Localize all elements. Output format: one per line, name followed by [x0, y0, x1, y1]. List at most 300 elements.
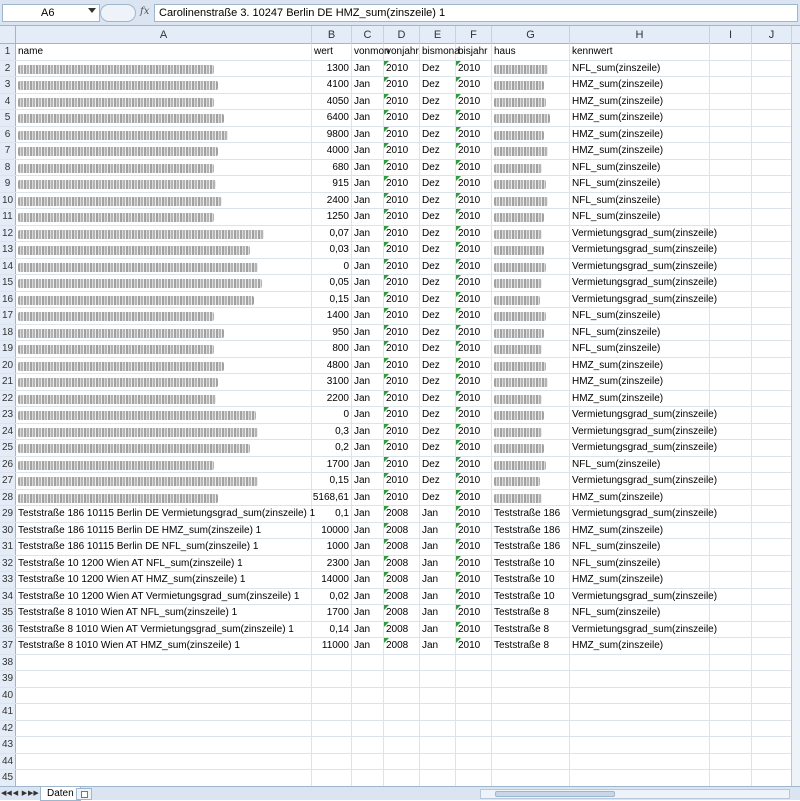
- cell-haus[interactable]: [492, 523, 570, 539]
- cell-vonmon[interactable]: [352, 457, 384, 473]
- cell-empty[interactable]: [710, 374, 752, 390]
- cell-haus[interactable]: [492, 160, 570, 176]
- column-header-b[interactable]: B: [312, 26, 352, 44]
- cell-empty[interactable]: [752, 490, 792, 506]
- row-header[interactable]: 21: [0, 374, 16, 390]
- cell-haus[interactable]: [492, 143, 570, 159]
- row-header[interactable]: 4: [0, 94, 16, 110]
- cell-empty[interactable]: [752, 391, 792, 407]
- cell-haus[interactable]: [492, 539, 570, 555]
- cell-empty[interactable]: [752, 77, 792, 93]
- cell-empty[interactable]: [752, 473, 792, 489]
- row-header[interactable]: 25: [0, 440, 16, 456]
- cell-kennwert[interactable]: [570, 160, 710, 176]
- cell-empty[interactable]: [570, 754, 710, 770]
- cell-haus[interactable]: [492, 457, 570, 473]
- cell-haus[interactable]: [492, 209, 570, 225]
- cell-header-haus[interactable]: [492, 44, 570, 60]
- cell-bisjahr[interactable]: [456, 143, 492, 159]
- cell-wert[interactable]: [312, 638, 352, 654]
- cell-empty[interactable]: [492, 704, 570, 720]
- cell-bismona[interactable]: [420, 193, 456, 209]
- cell-empty[interactable]: [710, 754, 752, 770]
- row-header[interactable]: 23: [0, 407, 16, 423]
- cell-bisjahr[interactable]: [456, 523, 492, 539]
- row-header[interactable]: 7: [0, 143, 16, 159]
- cell-empty[interactable]: [456, 671, 492, 687]
- cell-empty[interactable]: [752, 127, 792, 143]
- cell-vonmon[interactable]: [352, 143, 384, 159]
- cell-vonmon[interactable]: [352, 325, 384, 341]
- cell-vonmon[interactable]: [352, 358, 384, 374]
- row-header[interactable]: 43: [0, 737, 16, 753]
- cell-empty[interactable]: [752, 341, 792, 357]
- cell-empty[interactable]: [492, 671, 570, 687]
- cell-empty[interactable]: [420, 704, 456, 720]
- row-header[interactable]: 41: [0, 704, 16, 720]
- cell-name[interactable]: [16, 160, 312, 176]
- select-all-button[interactable]: [0, 26, 16, 44]
- cell-vonmon[interactable]: [352, 572, 384, 588]
- cell-kennwert[interactable]: [570, 110, 710, 126]
- cell-empty[interactable]: [312, 688, 352, 704]
- cell-vonjahr[interactable]: [384, 308, 420, 324]
- cell-vonjahr[interactable]: [384, 589, 420, 605]
- cell-vonmon[interactable]: [352, 77, 384, 93]
- vertical-scrollbar[interactable]: [791, 44, 800, 786]
- cell-bismona[interactable]: [420, 94, 456, 110]
- cell-kennwert[interactable]: [570, 341, 710, 357]
- cell-vonjahr[interactable]: [384, 127, 420, 143]
- cell-vonmon[interactable]: [352, 506, 384, 522]
- cell-empty[interactable]: [384, 770, 420, 786]
- cell-vonmon[interactable]: [352, 407, 384, 423]
- cell-vonjahr[interactable]: [384, 490, 420, 506]
- cell-bisjahr[interactable]: [456, 308, 492, 324]
- cell-kennwert[interactable]: [570, 308, 710, 324]
- cell-vonjahr[interactable]: [384, 292, 420, 308]
- cell-empty[interactable]: [710, 226, 752, 242]
- cell-bismona[interactable]: [420, 490, 456, 506]
- cell-bisjahr[interactable]: [456, 490, 492, 506]
- cell-name[interactable]: [16, 457, 312, 473]
- cell-bismona[interactable]: [420, 539, 456, 555]
- cell-wert[interactable]: [312, 539, 352, 555]
- cell-empty[interactable]: [570, 688, 710, 704]
- cell-wert[interactable]: [312, 473, 352, 489]
- cell-bismona[interactable]: [420, 308, 456, 324]
- cell-kennwert[interactable]: [570, 325, 710, 341]
- cell-empty[interactable]: [710, 292, 752, 308]
- sheet-tab-daten[interactable]: Daten: [40, 787, 81, 801]
- cell-haus[interactable]: [492, 589, 570, 605]
- cell-bismona[interactable]: [420, 638, 456, 654]
- column-header-f[interactable]: F: [456, 26, 492, 44]
- cell-vonjahr[interactable]: [384, 440, 420, 456]
- cell-empty[interactable]: [16, 721, 312, 737]
- cell-vonmon[interactable]: [352, 226, 384, 242]
- cell-bismona[interactable]: [420, 292, 456, 308]
- cell-empty[interactable]: [384, 655, 420, 671]
- cell-empty[interactable]: [570, 770, 710, 786]
- cell-empty[interactable]: [312, 721, 352, 737]
- cell-empty[interactable]: [312, 655, 352, 671]
- row-header[interactable]: 31: [0, 539, 16, 555]
- cell-name[interactable]: [16, 127, 312, 143]
- cell-haus[interactable]: [492, 556, 570, 572]
- cell-empty[interactable]: [710, 308, 752, 324]
- cell-vonjahr[interactable]: [384, 110, 420, 126]
- cell-empty[interactable]: [570, 737, 710, 753]
- cell-empty[interactable]: [492, 721, 570, 737]
- cell-bisjahr[interactable]: [456, 110, 492, 126]
- cell-vonmon[interactable]: [352, 523, 384, 539]
- cell-bismona[interactable]: [420, 325, 456, 341]
- cell-vonjahr[interactable]: [384, 572, 420, 588]
- cell-empty[interactable]: [752, 737, 792, 753]
- cell-haus[interactable]: [492, 176, 570, 192]
- cell-bisjahr[interactable]: [456, 440, 492, 456]
- cell-empty[interactable]: [710, 77, 752, 93]
- cell-haus[interactable]: [492, 424, 570, 440]
- cell-haus[interactable]: [492, 638, 570, 654]
- cell-kennwert[interactable]: [570, 193, 710, 209]
- cell-empty[interactable]: [752, 160, 792, 176]
- cell-bisjahr[interactable]: [456, 226, 492, 242]
- cell-vonmon[interactable]: [352, 242, 384, 258]
- cell-name[interactable]: [16, 275, 312, 291]
- cell-haus[interactable]: [492, 622, 570, 638]
- cell-kennwert[interactable]: [570, 589, 718, 605]
- cell-kennwert[interactable]: [570, 226, 718, 242]
- cell-bismona[interactable]: [420, 572, 456, 588]
- cell-empty[interactable]: [352, 721, 384, 737]
- cell-kennwert[interactable]: [570, 473, 718, 489]
- cell-kennwert[interactable]: [570, 457, 710, 473]
- cell-empty[interactable]: [710, 325, 752, 341]
- cell-wert[interactable]: [312, 424, 352, 440]
- cell-kennwert[interactable]: [570, 506, 718, 522]
- cell-vonjahr[interactable]: [384, 424, 420, 440]
- cell-haus[interactable]: [492, 572, 570, 588]
- cell-haus[interactable]: [492, 407, 570, 423]
- cell-vonmon[interactable]: [352, 94, 384, 110]
- cell-name[interactable]: [16, 308, 312, 324]
- cell-empty[interactable]: [420, 721, 456, 737]
- cell-name[interactable]: [16, 490, 312, 506]
- row-header[interactable]: 30: [0, 523, 16, 539]
- cell-empty[interactable]: [752, 209, 792, 225]
- cell-empty[interactable]: [752, 259, 792, 275]
- cell-empty[interactable]: [570, 704, 710, 720]
- row-header[interactable]: 36: [0, 622, 16, 638]
- row-header[interactable]: 11: [0, 209, 16, 225]
- cell-name[interactable]: [16, 358, 312, 374]
- cell-empty[interactable]: [710, 160, 752, 176]
- cell-kennwert[interactable]: [570, 127, 710, 143]
- cell-wert[interactable]: [312, 457, 352, 473]
- cell-bisjahr[interactable]: [456, 358, 492, 374]
- cell-empty[interactable]: [752, 572, 792, 588]
- cell-empty[interactable]: [710, 143, 752, 159]
- cell-bismona[interactable]: [420, 457, 456, 473]
- cell-empty[interactable]: [384, 688, 420, 704]
- cell-empty[interactable]: [752, 638, 792, 654]
- cell-empty[interactable]: [752, 61, 792, 77]
- cell-empty[interactable]: [710, 457, 752, 473]
- cell-bismona[interactable]: [420, 506, 456, 522]
- cell-empty[interactable]: [752, 325, 792, 341]
- cell-bisjahr[interactable]: [456, 242, 492, 258]
- cell-empty[interactable]: [752, 671, 792, 687]
- cell-bisjahr[interactable]: [456, 407, 492, 423]
- cell-empty[interactable]: [752, 589, 792, 605]
- cell-bismona[interactable]: [420, 242, 456, 258]
- cell-bisjahr[interactable]: [456, 325, 492, 341]
- cell-empty[interactable]: [456, 688, 492, 704]
- cell-empty[interactable]: [752, 226, 792, 242]
- cell-name[interactable]: [16, 94, 312, 110]
- cell-empty[interactable]: [710, 61, 752, 77]
- cell-haus[interactable]: [492, 94, 570, 110]
- cell-empty[interactable]: [492, 655, 570, 671]
- row-header[interactable]: 13: [0, 242, 16, 258]
- cell-empty[interactable]: [456, 704, 492, 720]
- cell-empty[interactable]: [752, 754, 792, 770]
- row-header[interactable]: 44: [0, 754, 16, 770]
- cell-name[interactable]: [16, 424, 312, 440]
- cell-empty[interactable]: [492, 737, 570, 753]
- column-header-a[interactable]: A: [16, 26, 312, 44]
- cell-name[interactable]: [16, 176, 312, 192]
- cell-vonmon[interactable]: [352, 589, 384, 605]
- cell-wert[interactable]: [312, 94, 352, 110]
- cell-empty[interactable]: [710, 556, 752, 572]
- cell-empty[interactable]: [420, 655, 456, 671]
- cell-empty[interactable]: [752, 44, 792, 60]
- cell-empty[interactable]: [710, 721, 752, 737]
- row-header[interactable]: 14: [0, 259, 16, 275]
- cell-haus[interactable]: [492, 473, 570, 489]
- cell-wert[interactable]: [312, 193, 352, 209]
- cell-empty[interactable]: [384, 754, 420, 770]
- cell-empty[interactable]: [710, 704, 752, 720]
- cell-haus[interactable]: [492, 292, 570, 308]
- cell-empty[interactable]: [752, 457, 792, 473]
- cell-vonmon[interactable]: [352, 292, 384, 308]
- cell-vonjahr[interactable]: [384, 473, 420, 489]
- cell-empty[interactable]: [420, 737, 456, 753]
- cell-vonmon[interactable]: [352, 440, 384, 456]
- cell-bisjahr[interactable]: [456, 275, 492, 291]
- cell-empty[interactable]: [752, 193, 792, 209]
- cell-vonjahr[interactable]: [384, 193, 420, 209]
- row-header[interactable]: 10: [0, 193, 16, 209]
- cell-empty[interactable]: [752, 407, 792, 423]
- cell-vonjahr[interactable]: [384, 242, 420, 258]
- cell-name[interactable]: [16, 226, 312, 242]
- column-header-g[interactable]: G: [492, 26, 570, 44]
- cell-haus[interactable]: [492, 226, 570, 242]
- cell-kennwert[interactable]: [570, 259, 718, 275]
- cell-empty[interactable]: [352, 770, 384, 786]
- cell-bismona[interactable]: [420, 275, 456, 291]
- cell-haus[interactable]: [492, 77, 570, 93]
- cell-header-name[interactable]: [16, 44, 312, 60]
- row-header[interactable]: 29: [0, 506, 16, 522]
- row-header[interactable]: 45: [0, 770, 16, 786]
- row-header[interactable]: 27: [0, 473, 16, 489]
- cell-kennwert[interactable]: [570, 242, 718, 258]
- cell-vonjahr[interactable]: [384, 94, 420, 110]
- cell-name[interactable]: [16, 242, 312, 258]
- cell-empty[interactable]: [710, 622, 752, 638]
- cell-bisjahr[interactable]: [456, 473, 492, 489]
- cell-empty[interactable]: [710, 506, 752, 522]
- cell-empty[interactable]: [752, 704, 792, 720]
- cell-vonjahr[interactable]: [384, 259, 420, 275]
- cell-bisjahr[interactable]: [456, 127, 492, 143]
- cell-empty[interactable]: [710, 638, 752, 654]
- cell-empty[interactable]: [710, 110, 752, 126]
- cell-empty[interactable]: [352, 671, 384, 687]
- cell-empty[interactable]: [752, 506, 792, 522]
- cell-empty[interactable]: [16, 688, 312, 704]
- cell-empty[interactable]: [420, 754, 456, 770]
- cell-haus[interactable]: [492, 506, 570, 522]
- cell-vonmon[interactable]: [352, 605, 384, 621]
- cell-name[interactable]: [16, 440, 312, 456]
- cell-empty[interactable]: [710, 407, 752, 423]
- cell-empty[interactable]: [710, 737, 752, 753]
- cell-bisjahr[interactable]: [456, 622, 492, 638]
- row-header[interactable]: 2: [0, 61, 16, 77]
- cell-wert[interactable]: [312, 506, 352, 522]
- cell-kennwert[interactable]: [570, 176, 710, 192]
- cell-kennwert[interactable]: [570, 391, 710, 407]
- cell-empty[interactable]: [752, 292, 792, 308]
- cell-empty[interactable]: [456, 737, 492, 753]
- name-box[interactable]: A6: [2, 4, 100, 22]
- cell-kennwert[interactable]: [570, 407, 718, 423]
- cell-kennwert[interactable]: [570, 424, 718, 440]
- cell-kennwert[interactable]: [570, 622, 718, 638]
- cell-vonmon[interactable]: [352, 638, 384, 654]
- cell-haus[interactable]: [492, 358, 570, 374]
- cell-wert[interactable]: [312, 259, 352, 275]
- cell-empty[interactable]: [710, 358, 752, 374]
- insert-sheet-button[interactable]: [76, 788, 92, 800]
- cell-name[interactable]: [16, 209, 312, 225]
- cell-name[interactable]: [16, 259, 312, 275]
- cell-empty[interactable]: [312, 754, 352, 770]
- cell-empty[interactable]: [710, 209, 752, 225]
- cell-empty[interactable]: [352, 655, 384, 671]
- cell-name[interactable]: [16, 638, 312, 654]
- cell-vonmon[interactable]: [352, 556, 384, 572]
- cell-bisjahr[interactable]: [456, 638, 492, 654]
- cell-empty[interactable]: [570, 671, 710, 687]
- cell-wert[interactable]: [312, 589, 352, 605]
- cell-empty[interactable]: [352, 688, 384, 704]
- cell-bismona[interactable]: [420, 523, 456, 539]
- cell-bismona[interactable]: [420, 589, 456, 605]
- cell-vonmon[interactable]: [352, 61, 384, 77]
- row-header[interactable]: 5: [0, 110, 16, 126]
- cell-empty[interactable]: [752, 770, 792, 786]
- cell-empty[interactable]: [352, 737, 384, 753]
- cell-empty[interactable]: [710, 341, 752, 357]
- cell-empty[interactable]: [710, 523, 752, 539]
- cell-empty[interactable]: [752, 242, 792, 258]
- cell-empty[interactable]: [312, 770, 352, 786]
- cell-name[interactable]: [16, 523, 312, 539]
- cell-bismona[interactable]: [420, 160, 456, 176]
- cell-name[interactable]: [16, 622, 312, 638]
- cell-vonmon[interactable]: [352, 424, 384, 440]
- row-header[interactable]: 34: [0, 589, 16, 605]
- cell-bisjahr[interactable]: [456, 160, 492, 176]
- cell-kennwert[interactable]: [570, 143, 710, 159]
- cell-wert[interactable]: [312, 490, 352, 506]
- row-header[interactable]: 39: [0, 671, 16, 687]
- cell-empty[interactable]: [710, 539, 752, 555]
- cell-bisjahr[interactable]: [456, 341, 492, 357]
- cell-empty[interactable]: [710, 127, 752, 143]
- cell-vonmon[interactable]: [352, 259, 384, 275]
- cell-header-vonmon[interactable]: [352, 44, 390, 60]
- cell-empty[interactable]: [752, 539, 792, 555]
- cell-haus[interactable]: [492, 127, 570, 143]
- cell-wert[interactable]: [312, 341, 352, 357]
- cell-wert[interactable]: [312, 77, 352, 93]
- cell-haus[interactable]: [492, 440, 570, 456]
- cell-bisjahr[interactable]: [456, 193, 492, 209]
- cell-empty[interactable]: [752, 308, 792, 324]
- cell-wert[interactable]: [312, 308, 352, 324]
- cell-bismona[interactable]: [420, 259, 456, 275]
- prev-sheet-icon[interactable]: ◀: [12, 790, 19, 797]
- cell-vonmon[interactable]: [352, 176, 384, 192]
- cell-bismona[interactable]: [420, 209, 456, 225]
- cell-bisjahr[interactable]: [456, 77, 492, 93]
- cell-empty[interactable]: [710, 671, 752, 687]
- cell-bisjahr[interactable]: [456, 424, 492, 440]
- cell-bisjahr[interactable]: [456, 259, 492, 275]
- cell-empty[interactable]: [710, 94, 752, 110]
- cell-name[interactable]: [16, 77, 312, 93]
- cell-bismona[interactable]: [420, 622, 456, 638]
- cell-wert[interactable]: [312, 176, 352, 192]
- cell-empty[interactable]: [710, 490, 752, 506]
- chevron-down-icon[interactable]: [88, 8, 96, 13]
- next-sheet-icon[interactable]: ▶: [21, 790, 28, 797]
- cell-vonjahr[interactable]: [384, 160, 420, 176]
- cell-name[interactable]: [16, 341, 312, 357]
- cell-haus[interactable]: [492, 391, 570, 407]
- cell-empty[interactable]: [710, 473, 752, 489]
- cell-bismona[interactable]: [420, 127, 456, 143]
- cell-vonjahr[interactable]: [384, 209, 420, 225]
- row-header[interactable]: 20: [0, 358, 16, 374]
- row-header[interactable]: 24: [0, 424, 16, 440]
- row-header[interactable]: 22: [0, 391, 16, 407]
- cell-kennwert[interactable]: [570, 77, 710, 93]
- formula-input[interactable]: Carolinenstraße 3. 10247 Berlin DE HMZ_sum(zinszeile) 1: [154, 4, 798, 22]
- horizontal-scrollbar-thumb[interactable]: [495, 791, 615, 797]
- cell-wert[interactable]: [312, 160, 352, 176]
- cell-empty[interactable]: [752, 358, 792, 374]
